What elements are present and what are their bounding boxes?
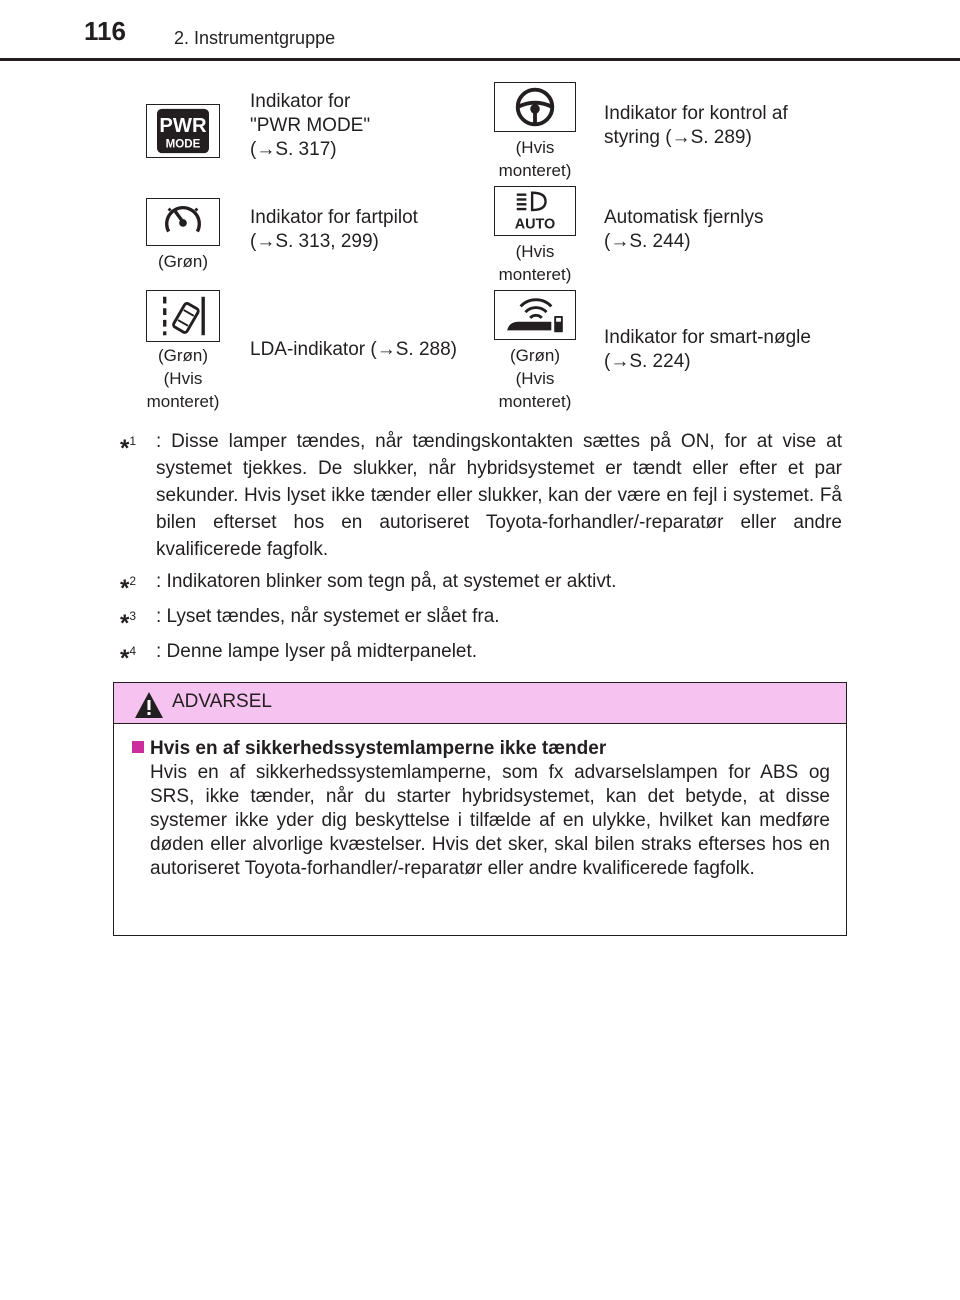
note-line: (Grøn) (157, 346, 209, 365)
auto-high-beam-icon (494, 186, 576, 236)
svg-text:PWR: PWR (159, 114, 207, 137)
note-line: (Hvis (163, 369, 203, 388)
description-line: Indikator for (250, 91, 351, 112)
warning-triangle-icon (134, 691, 164, 719)
indicator-description-pwr-mode (250, 90, 370, 162)
description-line: "PWR MODE" (250, 115, 371, 136)
page-number: 116 (84, 16, 126, 46)
section-title: 2. Instrumentgruppe (174, 28, 336, 48)
description-line: styring (→S. 289) (604, 127, 752, 148)
svg-text:AUTO: AUTO (514, 216, 556, 233)
bullet-square-icon (132, 741, 144, 753)
description-line: (→S. 313, 299) (250, 231, 379, 252)
description-line: Automatisk fjernlys (604, 207, 764, 228)
header-divider (0, 58, 960, 61)
footnote-marker: *$^2$ (120, 574, 137, 602)
lane-departure-icon (146, 290, 220, 342)
footnote-marker: *$^3$ (120, 609, 137, 637)
footnote-text: : Lyset tændes, når systemet er slået fra. (156, 606, 500, 627)
note-line: monteret) (146, 392, 220, 411)
note-line: monteret) (498, 265, 572, 284)
indicator-note (486, 344, 584, 413)
footnote-text: : Denne lampe lyser på midterpanelet. (156, 641, 478, 662)
description-line: LDA-indikator (→S. 288) (250, 339, 457, 360)
indicator-note (130, 344, 236, 413)
footnote-2 (120, 568, 842, 602)
warning-header (114, 683, 846, 724)
indicator-description-auto-high-beam (604, 206, 763, 254)
smart-key-icon (494, 290, 576, 340)
indicator-description-lda (250, 338, 457, 362)
description-line: Indikator for smart-nøgle (604, 327, 811, 348)
warning-box (113, 682, 847, 936)
footnote-text: : Disse lamper tændes, når tændingskontakten sættes på ON, for at vise at systemet tjekkes. De slukker, når hybridsystemet er tændt eller efter et par sekunder. Hvis lyset ikke tænder eller slukker, kan der være en fejl i systemet. Få bilen efterset hos en autoriseret Toyota-forhandler/-reparatør eller andre kvalificerede fagfolk. (156, 431, 842, 560)
description-line: Indikator for kontrol af (604, 103, 788, 124)
indicator-description-cruise (250, 206, 418, 254)
warning-title: ADVARSEL (172, 691, 272, 712)
note-line: (Hvis (515, 369, 555, 388)
note-line: (Hvis (515, 242, 555, 261)
footnote-4 (120, 638, 842, 672)
warning-body (132, 737, 830, 881)
note-line: (Hvis (515, 138, 555, 157)
note-line: monteret) (498, 392, 572, 411)
pwr-mode-icon (146, 104, 220, 158)
warning-subheading (132, 737, 830, 761)
footnote-1 (120, 428, 842, 563)
steering-wheel-icon (494, 82, 576, 132)
description-line: Indikator for fartpilot (250, 207, 418, 228)
description-line: (→S. 317) (250, 139, 337, 160)
indicator-description-steering (604, 102, 788, 150)
indicator-note (486, 240, 584, 286)
indicator-description-smart-key (604, 326, 811, 374)
warning-text: Hvis en af sikkerhedssystemlamperne, som fx advarselslampen for ABS og SRS, ikke tænder, når du starter hybridsystemet, kan det betyde, at disse systemer ikke yder dig beskyttelse i tilfælde af en ulykke, hvilket kan medføre døden eller alvorlige kvæstelser. Hvis det sker, skal bilen straks efterses hos en autoriseret Toyota-forhandler/-reparatør eller andre kvalificerede fagfolk. (150, 762, 830, 879)
cruise-control-icon (146, 198, 220, 246)
svg-text:MODE: MODE (165, 138, 201, 151)
indicator-note (486, 136, 584, 182)
footnote-marker: *$^1$ (120, 434, 137, 462)
note-line: (Grøn) (157, 252, 209, 271)
description-line: (→S. 224) (604, 351, 691, 372)
description-line: (→S. 244) (604, 231, 691, 252)
footnote-3 (120, 603, 842, 637)
note-line: monteret) (498, 161, 572, 180)
footnote-marker: *$^4$ (120, 644, 137, 672)
footnote-text: : Indikatoren blinker som tegn på, at systemet er aktivt. (156, 571, 617, 592)
note-line: (Grøn) (509, 346, 561, 365)
indicator-note (134, 250, 232, 273)
warning-subheading-text: Hvis en af sikkerhedssystemlamperne ikke tænder (150, 738, 607, 759)
